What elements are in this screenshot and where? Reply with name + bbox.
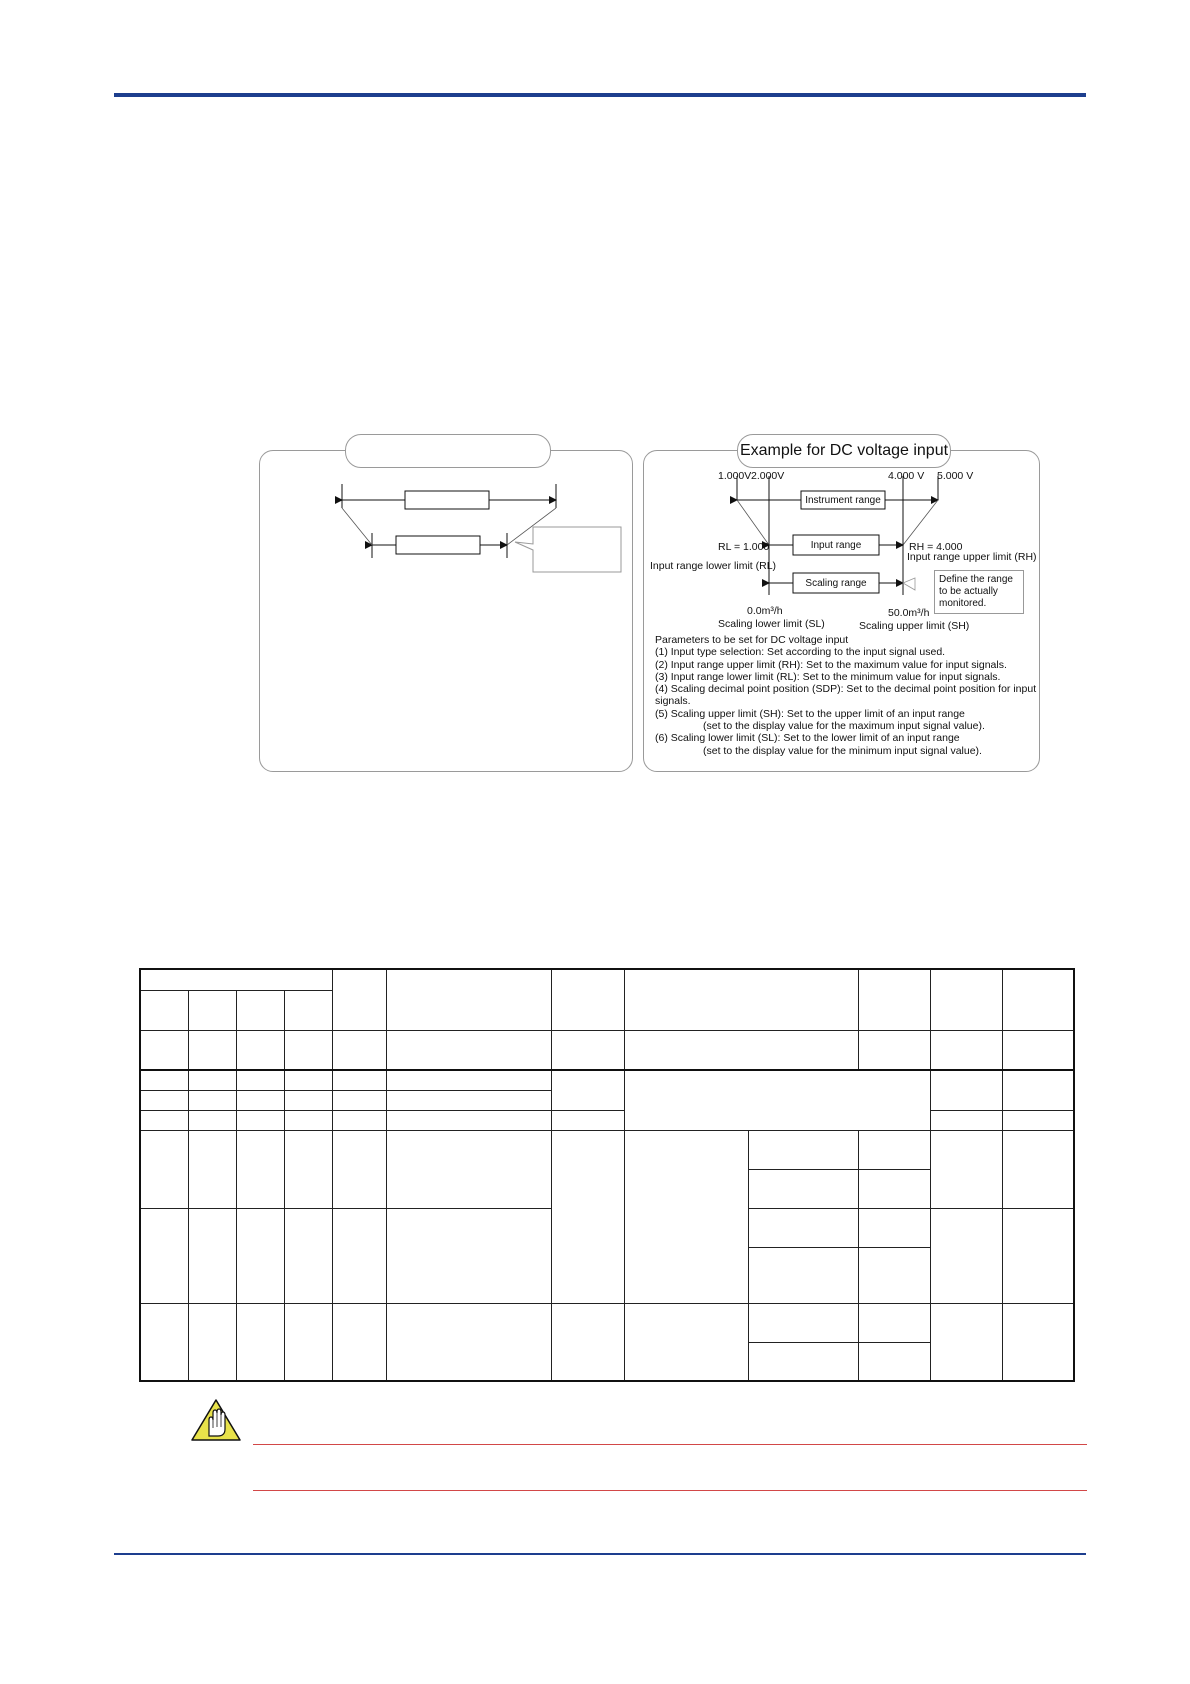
table-cell bbox=[930, 1208, 1002, 1303]
table-header-cell bbox=[930, 969, 1002, 1030]
left-range-diagram bbox=[259, 450, 631, 770]
table-cell bbox=[551, 1070, 624, 1110]
table-cell bbox=[624, 1030, 858, 1070]
tick-1v: 1.000V bbox=[718, 470, 752, 482]
table-cell bbox=[748, 1130, 858, 1169]
table-cell bbox=[748, 1247, 858, 1303]
table-header-cell bbox=[624, 969, 858, 1030]
table-cell bbox=[236, 1303, 284, 1381]
table-cell bbox=[284, 1070, 332, 1090]
table-cell bbox=[386, 1208, 551, 1303]
table-cell bbox=[188, 1070, 236, 1090]
table-cell bbox=[284, 1303, 332, 1381]
table-cell bbox=[332, 1030, 386, 1070]
footer-rule bbox=[114, 1553, 1086, 1555]
left-inner-range-box bbox=[396, 536, 480, 554]
caution-hand-icon bbox=[190, 1398, 242, 1442]
table-cell bbox=[858, 1342, 930, 1381]
rl-value: RL = 1.000 bbox=[718, 541, 770, 553]
table-cell bbox=[140, 1130, 188, 1208]
table-cell bbox=[332, 1303, 386, 1381]
table-header-cell bbox=[551, 969, 624, 1030]
table-cell bbox=[930, 1110, 1002, 1130]
left-callout-box bbox=[515, 527, 621, 572]
table-cell bbox=[858, 1130, 930, 1169]
table-cell bbox=[140, 1070, 188, 1090]
table-cell bbox=[284, 1030, 332, 1070]
table-cell bbox=[332, 1130, 386, 1208]
table-cell bbox=[1002, 1110, 1074, 1130]
table-cell bbox=[236, 1130, 284, 1208]
table-header-cell bbox=[140, 990, 188, 1030]
right-diagram-title-pill: Example for DC voltage input bbox=[737, 434, 951, 468]
table-cell bbox=[188, 1303, 236, 1381]
table-cell bbox=[1002, 1130, 1074, 1208]
table-cell bbox=[236, 1208, 284, 1303]
table-cell bbox=[748, 1342, 858, 1381]
tick-2v: 2.000V bbox=[751, 470, 785, 482]
table-header-cell bbox=[284, 990, 332, 1030]
table-cell bbox=[930, 1030, 1002, 1070]
table-cell bbox=[140, 1030, 188, 1070]
table-cell bbox=[284, 1130, 332, 1208]
note-bottom-rule bbox=[253, 1490, 1087, 1491]
table-header-cell bbox=[140, 969, 332, 990]
table-cell bbox=[236, 1070, 284, 1090]
table-cell bbox=[236, 1030, 284, 1070]
table-cell bbox=[188, 1090, 236, 1110]
table-cell bbox=[551, 1303, 624, 1381]
table-cell bbox=[284, 1110, 332, 1130]
table-cell bbox=[551, 1110, 624, 1130]
table-cell bbox=[624, 1070, 930, 1130]
table-cell bbox=[332, 1110, 386, 1130]
tick-5v: 5.000 V bbox=[937, 470, 974, 482]
table-cell bbox=[188, 1110, 236, 1130]
instrument-range-box: Instrument range bbox=[805, 494, 881, 506]
table-cell bbox=[1002, 1030, 1074, 1070]
dc-voltage-parameter-list: Parameters to be set for DC voltage input (1) Input type selection: Set according to the input signal used. (2) Input range upper limit (RH): Set to the maximum value for input signals. (3) Input range lower limit (RL): Set to the minimum value for input signals. (4) Scaling decimal point position (SDP): Set to the decimal point position for input signals. (5) Scaling upper limit (SH): Set to the upper limit of an input range (set to the display value for the maximum input signal value). (6) Scaling lower limit (SL): Set to the lower limit of an input range (set to the display value for the minimum input signal value). bbox=[655, 634, 1037, 757]
table-cell bbox=[748, 1208, 858, 1247]
table-cell bbox=[386, 1090, 551, 1110]
table-cell bbox=[188, 1208, 236, 1303]
table-cell bbox=[858, 1030, 930, 1070]
table-cell bbox=[748, 1303, 858, 1342]
table-cell bbox=[930, 1303, 1002, 1381]
table-cell bbox=[140, 1110, 188, 1130]
rh-value: RH = 4.000 bbox=[909, 541, 963, 553]
spec-table bbox=[139, 968, 1075, 1382]
table-cell bbox=[624, 1130, 748, 1303]
table-cell bbox=[1002, 1303, 1074, 1381]
table-cell bbox=[284, 1208, 332, 1303]
header-rule bbox=[114, 93, 1086, 97]
table-cell bbox=[332, 1070, 386, 1090]
table-cell bbox=[284, 1090, 332, 1110]
sl-label: Scaling lower limit (SL) bbox=[718, 618, 825, 630]
table-header-cell bbox=[386, 969, 551, 1030]
table-cell bbox=[386, 1303, 551, 1381]
table-cell bbox=[1002, 1208, 1074, 1303]
sh-label: Scaling upper limit (SH) bbox=[859, 620, 970, 632]
table-cell bbox=[332, 1090, 386, 1110]
monitored-range-note: Define the range to be actually monitored. bbox=[934, 570, 1024, 614]
table-cell bbox=[551, 1130, 624, 1303]
rh-label: Input range upper limit (RH) bbox=[907, 551, 1037, 563]
table-cell bbox=[858, 1247, 930, 1303]
table-cell bbox=[551, 1030, 624, 1070]
table-cell bbox=[386, 1130, 551, 1208]
table-cell bbox=[386, 1070, 551, 1090]
table-cell bbox=[930, 1070, 1002, 1110]
table-cell bbox=[386, 1030, 551, 1070]
table-cell bbox=[332, 1208, 386, 1303]
table-header-cell bbox=[858, 969, 930, 1030]
table-header-cell bbox=[236, 990, 284, 1030]
note-top-rule bbox=[253, 1444, 1087, 1445]
table-cell bbox=[140, 1303, 188, 1381]
table-header-cell bbox=[1002, 969, 1074, 1030]
table-cell bbox=[858, 1169, 930, 1208]
sl-value: 0.0m³/h bbox=[747, 605, 783, 617]
table-cell bbox=[1002, 1070, 1074, 1110]
table-cell bbox=[188, 1130, 236, 1208]
table-header-cell bbox=[188, 990, 236, 1030]
table-cell bbox=[236, 1090, 284, 1110]
table-cell bbox=[140, 1090, 188, 1110]
table-cell bbox=[858, 1208, 930, 1247]
tick-4v: 4.000 V bbox=[888, 470, 925, 482]
table-cell bbox=[624, 1303, 748, 1381]
table-cell bbox=[188, 1030, 236, 1070]
input-range-box: Input range bbox=[810, 539, 862, 551]
sh-value: 50.0m³/h bbox=[888, 607, 930, 619]
table-cell bbox=[930, 1130, 1002, 1208]
table-cell bbox=[386, 1110, 551, 1130]
table-cell bbox=[858, 1303, 930, 1342]
table-cell bbox=[140, 1208, 188, 1303]
left-outer-range-box bbox=[405, 491, 489, 509]
scaling-range-box: Scaling range bbox=[805, 577, 867, 589]
table-cell bbox=[748, 1169, 858, 1208]
table-header-cell bbox=[332, 969, 386, 1030]
rl-label: Input range lower limit (RL) bbox=[650, 560, 777, 572]
table-cell bbox=[236, 1110, 284, 1130]
